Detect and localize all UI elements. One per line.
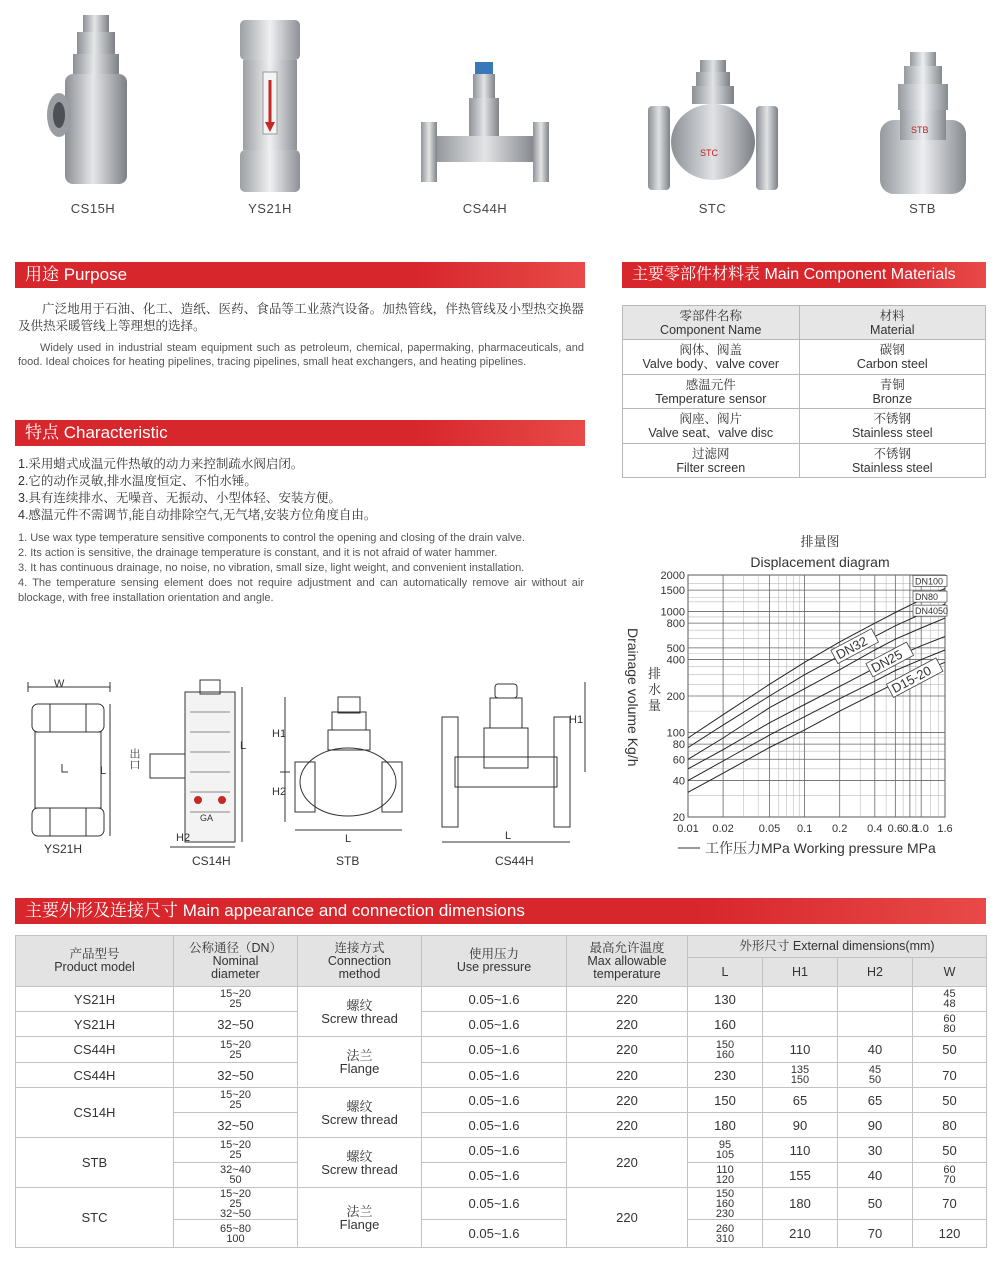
y-tick-label: 200 [666,691,685,703]
char-en-item: 1. Use wax type temperature sensitive components to control the opening and closing of the drain valve. [18,532,525,544]
x-tick-label: 0.01 [677,823,699,835]
char-cn-item: 3.具有连续排水、无噪音、无振动、小型体轻、安装方便。 [18,491,341,505]
stc-photo [640,10,785,195]
ylabel-cn-char: 量 [648,698,662,713]
drawing-ys21h-label: YS21H [44,842,83,856]
y-tick-label: 1500 [660,585,685,598]
dims-row-stc-1: STC 15~20 25 32~50 法兰 Flange 0.05~1.6 220 150 160 230 180 50 70 [16,1188,987,1220]
x-tick-label: 1.6 [937,823,953,835]
dims-subheader-row: L H1 H2 W [16,958,987,987]
series-label-d15-20: D15-20 [889,662,934,697]
purpose-text-cn: 广泛地用于石油、化工、造纸、医药、食品等工业蒸汽设备。加热管线，伴热管线及小型热交换器及供热采暖管线上等理想的选择。 [18,302,584,333]
materials-row: 阀体、阀盖 Valve body、valve cover 碳钢 Carbon steel [623,340,986,375]
drawing-h1-label-cs44h: H1 [569,714,584,726]
materials-row: 过滤网 Filter screen 不锈钢 Stainless steel [623,444,986,478]
dims-row-ys21h-2: YS21H 32~50 0.05~1.6 220 160 60 80 [16,1012,987,1037]
series-line-dn25 [688,650,945,781]
ylabel-cn-char: 排 [648,666,662,681]
y-tick-label: 2000 [660,570,685,582]
drawing-w-label: W [54,678,65,690]
y-tick-label: 20 [672,812,685,824]
y-tick-label: 800 [666,618,685,631]
purpose-text-en: Widely used in industrial steam equipment such as petroleum, chemical, papermaking, pharmaceuticals, and food. Ideal choices for heating pipelines, tracing pipelines, small heat exchangers, and heating pipelines. [18,342,584,368]
drawing-cs44h-label: CS44H [495,854,534,868]
x-tick-label: 0.2 [832,823,848,835]
drawing-stb-label: STB [336,854,360,868]
materials-row: 阀座、阀片 Valve seat、valve disc 不锈钢 Stainless steel [623,409,986,444]
char-cn-item: 4.感温元件不需调节,能自动排除空气,无气堵,安装方位角度自由。 [18,508,377,522]
product-label: YS21H [248,201,292,216]
char-cn-item: 1.采用蜡式成温元件热敏的动力来控制疏水阀启闭。 [18,457,304,471]
materials-header [622,262,986,288]
product-label: CS15H [70,201,116,216]
y-tick-label: 40 [672,775,685,788]
stb-photo [868,10,978,195]
svg-text:STC: STC [700,148,718,158]
char-cn-item: 2.它的动作灵敏,排水温度恒定、不怕水锤。 [18,474,257,488]
drawing-h2-label-stb: H2 [272,786,287,798]
dims-title: 主要外形及连接尺寸 Main appearance and connection dimensions [25,901,525,920]
chart-title: 排量图 [800,534,840,549]
drawing-l-label-stb: L [345,833,352,845]
materials-title: 主要零部件材料表 Main Component Materials [632,266,956,283]
x-tick-label: 0.6 [887,823,903,835]
product-stb [860,10,985,216]
product-label: STC [698,201,727,216]
series-label-dn100: DN100 [915,576,944,587]
characteristic-header [15,420,585,446]
product-label: STB [909,201,936,216]
product-label: CS44H [462,201,508,216]
characteristic-list-cn [18,456,584,524]
drawing-l-label: L [100,765,107,777]
ys21h-drawing [28,682,110,836]
drawing-outlet-label: 出口 [128,748,140,770]
dims-row-cs44h-2: CS44H 32~50 0.05~1.6 220 230 135 150 45 50 70 [16,1063,987,1088]
chart-ylabel: Drainage volume Kg/h [625,628,641,767]
y-tick-label: 400 [666,654,685,667]
cs44h-drawing [442,682,585,842]
x-tick-label: 0.4 [867,823,883,835]
y-tick-label: 80 [672,739,685,752]
ys21h-photo [235,10,305,195]
chart-ylabel-cn [648,666,661,713]
x-tick-label: 0.02 [712,823,734,835]
materials-header-row [623,306,986,340]
series-line-dn100 [688,588,945,738]
product-ys21h [205,10,335,216]
cs44h-photo [415,10,555,195]
char-en-item: 4. The temperature sensing element does not require adjustment and can automatically remove air without air blockage, with free installation orientation and angle. [18,577,584,604]
y-tick-label: 1000 [660,606,685,619]
purpose-header [15,262,585,288]
dims-row-cs14h-1: CS14H 15~20 25 螺纹 Screw thread 0.05~1.6 220 150 65 65 50 [16,1088,987,1113]
cs15h-photo [43,10,143,195]
series-label-dn80: DN80 [915,592,939,603]
drawing-h2-label: H2 [176,832,191,844]
char-en-item: 2. Its action is sensitive, the drainage temperature is constant, and it is not afraid of water hammer. [18,547,498,559]
dims-row-stb-1: STB 15~20 25 螺纹 Screw thread 0.05~1.6 220 95 105 110 30 50 [16,1138,987,1163]
materials-table [622,305,986,478]
characteristic-title: 特点 Characteristic [25,423,168,442]
series-label-dn4050: DN4050 [915,606,949,617]
dims-header-row: 产品型号 Product model 公称通径（DN） Nominal diameter 连接方式 Connection method 使用压力 Use pressure 最高允许温度 Max allowable temperature 外形尺寸 External dimensions(mm) [16,936,987,958]
product-cs44h [415,10,555,216]
char-en-item: 3. It has continuous drainage, no noise, no vibration, small size, light weight, and convenient installation. [18,562,525,574]
ylabel-cn-char: 水 [648,682,662,697]
dims-row-ys21h-1: YS21H 15~20 25 螺纹 Screw thread 0.05~1.6 220 130 45 48 [16,987,987,1012]
materials-row: 感温元件 Temperature sensor 青铜 Bronze [623,375,986,409]
displacement-chart [620,528,995,863]
stb-drawing [280,697,402,830]
materials-col-name: 零部件名称 Component Name [623,306,800,340]
drawing-l-label-cs44h: L [505,830,512,842]
chart-subtitle: Displacement diagram [750,554,890,570]
drawing-l-label-cs14h: L [240,740,247,752]
series-label-group [866,642,914,677]
chart-xlabel: 工作压力MPa Working pressure MPa [705,840,936,856]
drawing-ga-label: GA [200,813,214,823]
drawing-h1-label-stb: H1 [272,728,287,740]
y-tick-label: 500 [666,642,685,655]
drawing-cs14h-label: CS14H [192,854,231,868]
dims-row-cs14h-2: 32~50 0.05~1.6 220 180 90 90 80 [16,1113,987,1138]
series-label-dn25: DN25 [868,646,905,676]
x-tick-label: 0.05 [758,823,781,835]
y-tick-label: 100 [666,727,685,740]
dims-row-cs44h-1: CS44H 15~20 25 法兰 Flange 0.05~1.6 220 150 160 110 40 50 [16,1037,987,1063]
dims-header [15,898,986,924]
x-tick-label: 0.1 [796,823,813,835]
svg-text:STB: STB [910,125,929,135]
purpose-title: 用途 Purpose [25,265,128,284]
x-tick-label: 1.0 [913,823,929,835]
cs14h-drawing [150,680,242,847]
x-tick-label: 0.8 [902,823,918,835]
dims-table [15,935,987,1248]
product-cs15h [28,10,158,216]
characteristic-list-en [18,531,584,606]
dims-row-stc-2: 65~80 100 0.05~1.6 260 310 210 70 120 [16,1220,987,1248]
product-stc [640,10,785,216]
materials-col-material: 材料 Material [799,306,985,340]
series-label-dn32: DN32 [833,633,870,663]
dims-row-stb-2: 32~40 50 0.05~1.6 110 120 155 40 60 70 [16,1163,987,1188]
y-tick-label: 60 [672,754,685,767]
